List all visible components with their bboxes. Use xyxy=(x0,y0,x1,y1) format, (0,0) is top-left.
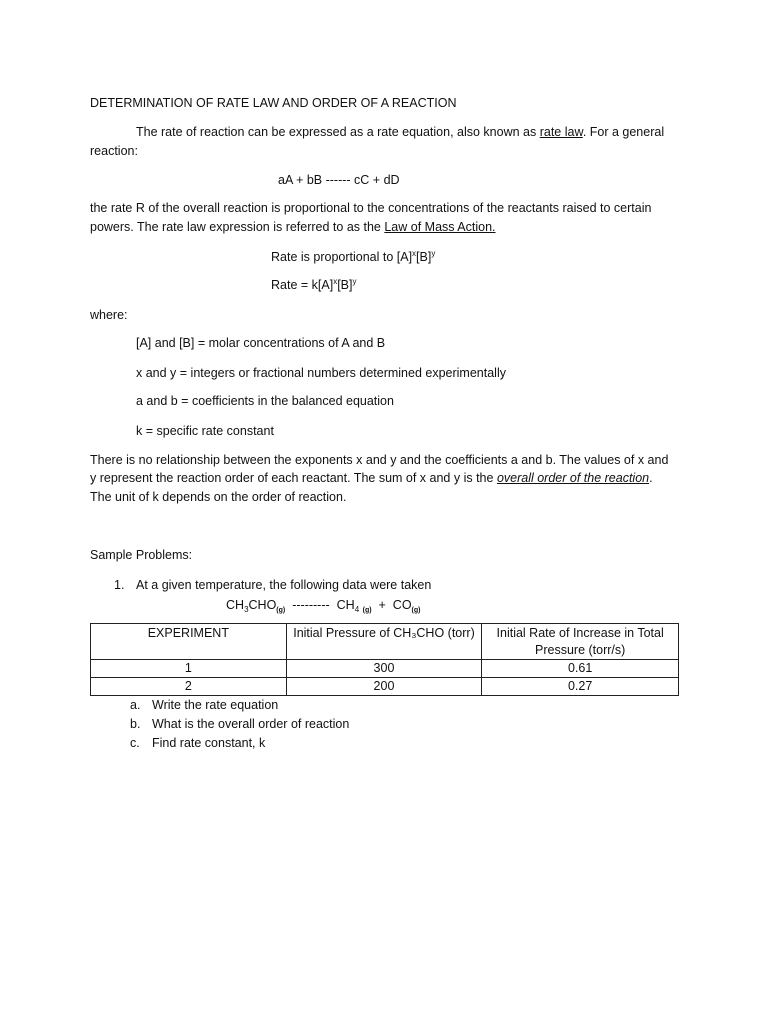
reactant-state: (g) xyxy=(276,607,286,614)
question-text: Write the rate equation xyxy=(152,698,279,712)
table-cell: 1 xyxy=(91,660,287,678)
reactant-subscript: 3 xyxy=(244,605,249,614)
proportional-base: Rate is proportional to [A] xyxy=(271,250,413,264)
rate-base: Rate = k[A] xyxy=(271,278,334,292)
table-cell: 200 xyxy=(286,678,482,696)
question-b xyxy=(130,715,349,733)
reaction-equation xyxy=(226,597,421,613)
product-ch: CH xyxy=(336,598,355,612)
definition-4: k = specific rate constant xyxy=(136,424,274,438)
table-cell: 300 xyxy=(286,660,482,678)
header-experiment: EXPERIMENT xyxy=(91,624,287,660)
general-equation: aA + bB ------ cC + dD xyxy=(278,173,400,187)
paragraph-2-text: powers. The rate law expression is referred to as the xyxy=(90,220,385,234)
table-cell: 0.61 xyxy=(482,660,679,678)
law-of-mass-action-term: Law of Mass Action. xyxy=(384,220,496,234)
paragraph-2-line-2 xyxy=(90,219,496,235)
overall-order-term: overall order of the reaction xyxy=(496,471,650,485)
definition-1: [A] and [B] = molar concentrations of A and B xyxy=(136,336,386,350)
table-header-row xyxy=(91,624,679,660)
table-cell: 0.27 xyxy=(482,678,679,696)
question-marker: c. xyxy=(130,736,140,750)
question-text: Find rate constant, k xyxy=(152,736,266,750)
exponent-x: x xyxy=(412,249,417,258)
question-marker: b. xyxy=(130,717,141,731)
product2-state: (g) xyxy=(411,607,421,614)
rate-b: [B] xyxy=(337,278,353,292)
proportional-b: [B] xyxy=(416,250,432,264)
plus-sign: + xyxy=(378,598,386,612)
reaction-arrow: --------- xyxy=(292,598,330,612)
proportional-expression xyxy=(271,249,435,265)
product1-state: (g) xyxy=(362,607,372,614)
exponent-y: y xyxy=(431,249,436,258)
paragraph-3-period: . xyxy=(649,471,653,485)
table-cell: 2 xyxy=(91,678,287,696)
rate-equation xyxy=(271,277,356,293)
reactant-cho: CHO xyxy=(248,598,277,612)
paragraph-2-line-1: the rate R of the overall reaction is proportional to the concentrations of the reactants raised to certain xyxy=(90,201,652,215)
question-c xyxy=(130,734,265,752)
reactant-ch: CH xyxy=(226,598,245,612)
experiment-table xyxy=(90,623,679,696)
intro-line-2: reaction: xyxy=(90,144,138,158)
table-row xyxy=(91,660,679,678)
question-a xyxy=(130,696,278,714)
document-title: DETERMINATION OF RATE LAW AND ORDER OF A REACTION xyxy=(90,96,457,110)
definition-3: a and b = coefficients in the balanced equation xyxy=(136,394,394,408)
rate-exponent-x: x xyxy=(333,277,338,286)
paragraph-3-line-1: There is no relationship between the exponents x and y and the coefficients a and b. The values of x and xyxy=(90,453,669,467)
paragraph-3-text: y represent the reaction order of each reactant. The sum of x and y is the xyxy=(90,471,497,485)
problem-1-number: 1. xyxy=(114,578,125,592)
intro-text-a: The rate of reaction can be expressed as a rate equation, also known as xyxy=(136,125,540,139)
question-marker: a. xyxy=(130,698,141,712)
question-text: What is the overall order of reaction xyxy=(152,717,350,731)
sample-problems-heading: Sample Problems: xyxy=(90,548,193,562)
paragraph-3-line-3: The unit of k depends on the order of reaction. xyxy=(90,490,347,504)
paragraph-3-line-2 xyxy=(90,470,653,486)
rate-exponent-y: y xyxy=(352,277,357,286)
problem-1-text: At a given temperature, the following data were taken xyxy=(136,578,432,592)
rate-law-term: rate law xyxy=(539,125,583,139)
where-label: where: xyxy=(90,308,128,322)
product-subscript: 4 xyxy=(354,605,360,614)
definition-2: x and y = integers or fractional numbers determined experimentally xyxy=(136,366,506,380)
header-initial-pressure: Initial Pressure of CH₃CHO (torr) xyxy=(286,624,482,660)
intro-line-1 xyxy=(136,124,664,140)
product-co: CO xyxy=(392,598,412,612)
intro-text-b: . For a general xyxy=(582,125,665,139)
header-initial-rate: Initial Rate of Increase in Total Pressure (torr/s) xyxy=(482,624,679,660)
table-row xyxy=(91,678,679,696)
